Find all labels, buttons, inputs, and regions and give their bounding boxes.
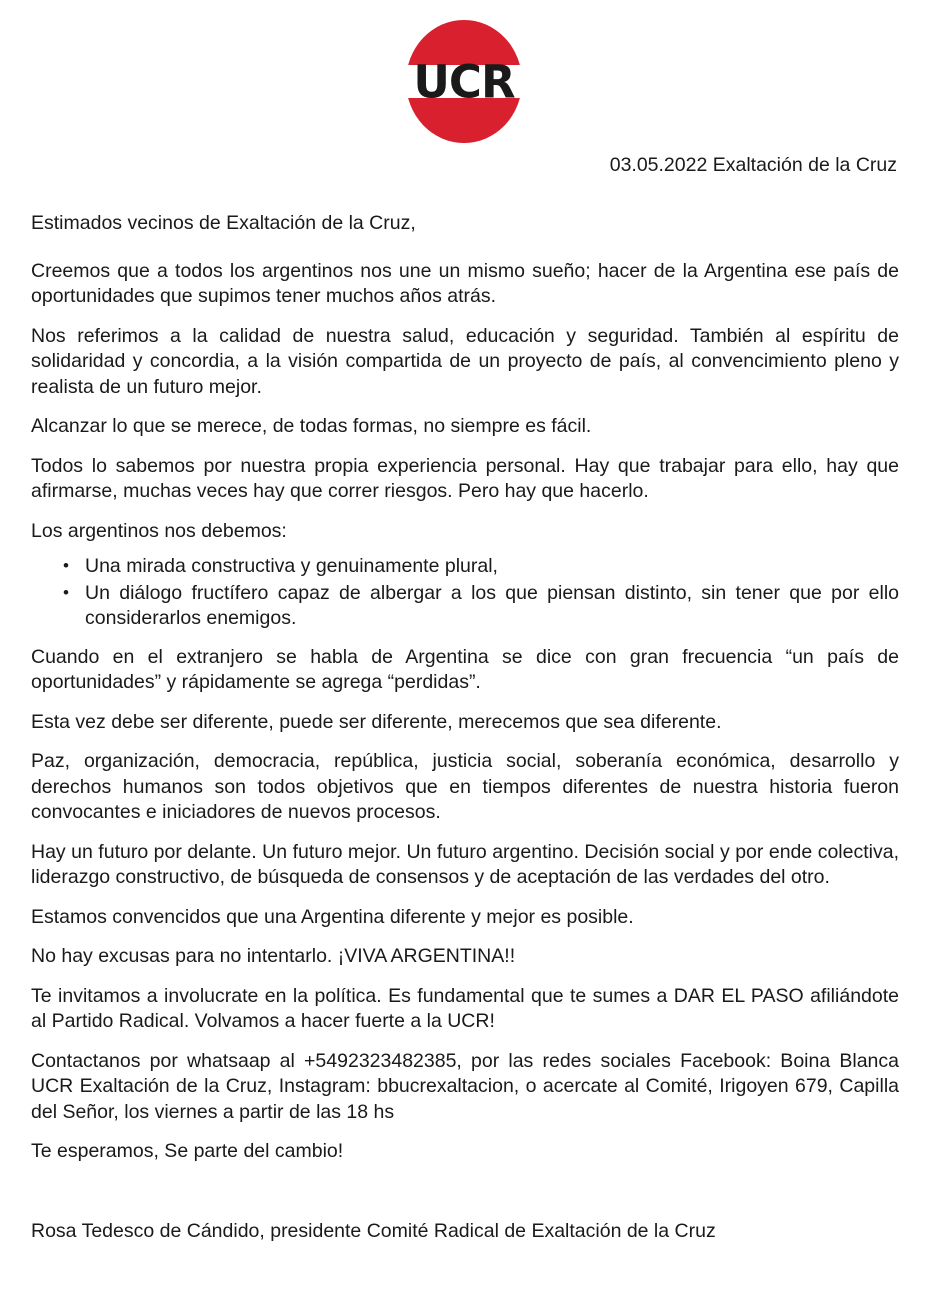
greeting: Estimados vecinos de Exaltación de la Cruz,	[31, 212, 416, 234]
bullet-list	[31, 554, 899, 632]
dateline: 03.05.2022 Exaltación de la Cruz	[609, 154, 897, 176]
ucr-logo-mark	[406, 20, 522, 143]
paragraph: Nos referimos a la calidad de nuestra salud, educación y seguridad. También al espíritu de solidaridad y concordia, a la visión compartida de un proyecto de país, al convencimiento pleno y realista de un futuro mejor.	[31, 324, 899, 398]
paragraph: Estamos convencidos que una Argentina diferente y mejor es posible.	[31, 905, 634, 928]
paragraph: Cuando en el extranjero se habla de Argentina se dice con gran frecuencia “un país de oportunidades” y rápidamente se agrega “perdidas”.	[31, 645, 899, 693]
paragraph: Todos lo sabemos por nuestra propia experiencia personal. Hay que trabajar para ello, hay que afirmarse, muchas veces hay que correr riesgos. Pero hay que hacerlo.	[31, 454, 899, 502]
paragraph: Creemos que a todos los argentinos nos une un mismo sueño; hacer de la Argentina ese país de oportunidades que supimos tener muchos años atrás.	[31, 259, 899, 307]
paragraph: Alcanzar lo que se merece, de todas formas, no siempre es fácil.	[31, 415, 592, 437]
paragraph: Esta vez debe ser diferente, puede ser diferente, merecemos que sea diferente.	[31, 710, 722, 733]
paragraph: No hay excusas para no intentarlo. ¡VIVA ARGENTINA!!	[31, 945, 516, 967]
paragraph: Los argentinos nos debemos:	[31, 519, 287, 542]
ucr-logo	[0, 20, 928, 143]
signature-line: Rosa Tedesco de Cándido, presidente Comité Radical de Exaltación de la Cruz	[31, 1220, 716, 1242]
closing-paragraph: Te esperamos, Se parte del cambio!	[31, 1140, 344, 1162]
contact-paragraph: Contactanos por whatsaap al +5492323482385, por las redes sociales Facebook: Boina Blanca UCR Exaltación de la Cruz, Instagram: bbucrexaltacion, o acercate al Comité, Irigoyen 679, Capilla del Señor, los viernes a partir de las 18 hs	[31, 1049, 899, 1123]
list-item: • Una mirada constructiva y genuinamente plural,	[31, 554, 899, 580]
list-item: • Un diálogo fructífero capaz de albergar a los que piensan distinto, sin tener que por ello considerarlos enemigos.	[31, 581, 899, 632]
paragraph: Te invitamos a involucrate en la política. Es fundamental que te sumes a DAR EL PASO afiliándote al Partido Radical. Volvamos a hacer fuerte a la UCR!	[31, 984, 899, 1032]
letter-body	[31, 211, 899, 1179]
logo-text: UCR	[413, 55, 515, 108]
paragraph: Hay un futuro por delante. Un futuro mejor. Un futuro argentino. Decisión social y por ende colectiva, liderazgo constructivo, de búsqueda de consensos y de aceptación de las verdades del otro.	[31, 840, 899, 888]
paragraph: Paz, organización, democracia, república, justicia social, soberanía económica, desarrollo y derechos humanos son todos objetivos que en tiempos diferentes de nuestra historia fueron convocantes e iniciadores de nuevos procesos.	[31, 750, 899, 823]
